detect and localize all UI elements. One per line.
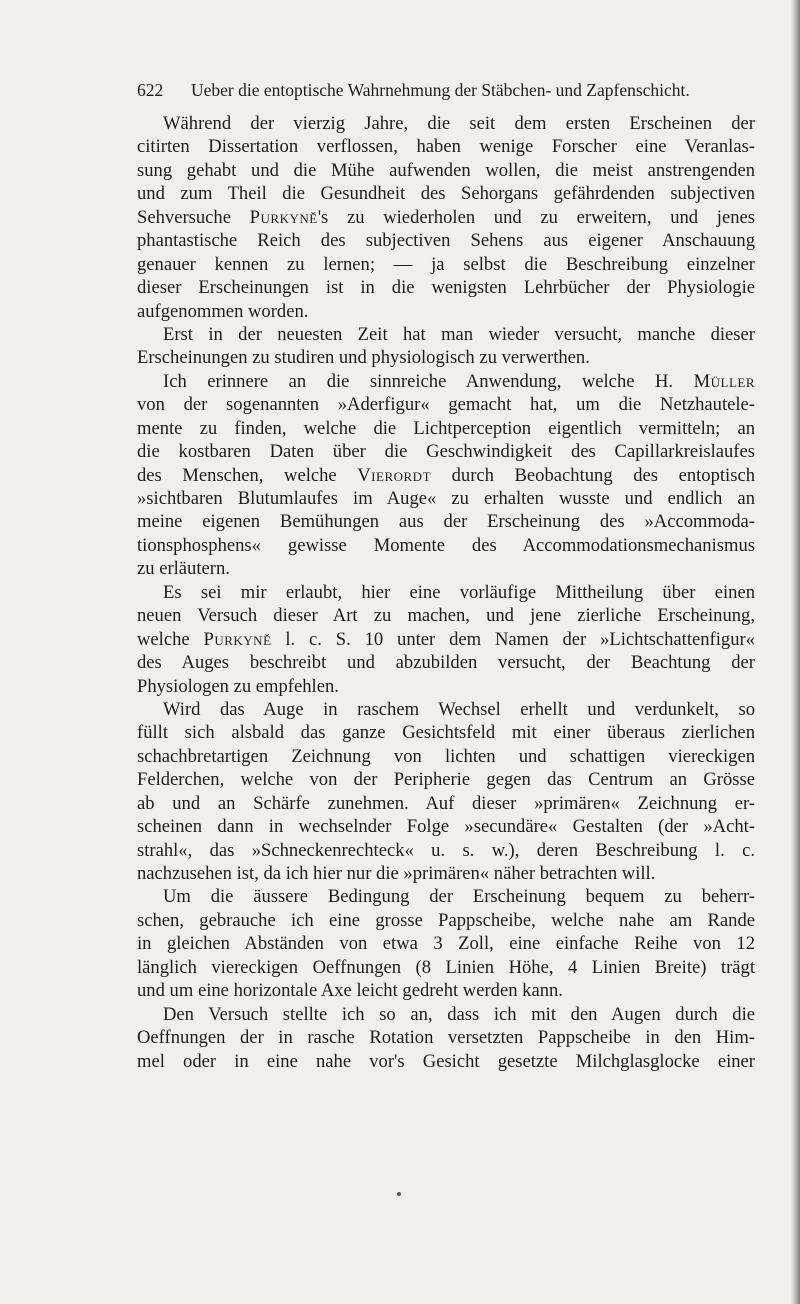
text-line: Erscheinungen zu studiren und physiologisch zu verwerthen.	[137, 347, 590, 369]
text-line: citirten Dissertation verflossen, haben wenige Forscher eine Veranlas-	[137, 136, 755, 158]
text-line: zu erläutern.	[137, 558, 230, 580]
text-line: Während der vierzig Jahre, die seit dem ersten Erscheinen der	[163, 113, 755, 134]
text-line: tionsphosphens« gewisse Momente des Accommodationsmechanismus	[137, 534, 755, 556]
paper-speck	[397, 1192, 401, 1196]
text-line: von der sogenannten »Aderfigur« gemacht hat, um die Netzhautele-	[137, 394, 755, 416]
text-line: schachbretartigen Zeichnung von lichten und schattigen viereckigen	[137, 745, 755, 767]
text-line: Oeffnungen der in rasche Rotation versetzten Pappscheibe in den Him-	[137, 1027, 755, 1049]
text-line: dieser Erscheinungen ist in die wenigsten Lehrbücher der Physiologie	[137, 277, 755, 299]
text-line: meine eigenen Bemühungen aus der Erscheinung des »Accommoda-	[137, 511, 755, 533]
text-line: Ich erinnere an die sinnreiche Anwendung, welche H. Müller	[163, 370, 755, 392]
text-line: Den Versuch stellte ich so an, dass ich mit den Augen durch die	[163, 1003, 755, 1025]
text-line: nachzusehen ist, da ich hier nur die »primären« näher betrachten will.	[137, 863, 656, 884]
text-line: neuen Versuch dieser Art zu machen, und jene zierliche Erscheinung,	[137, 605, 755, 627]
text-line: und zum Theil die Gesundheit des Sehorgans gefährdenden subjectiven	[137, 183, 755, 205]
text-line: Sehversuche Purkyně's zu wiederholen und zu erweitern, und jenes	[137, 206, 755, 228]
text-line: die kostbaren Daten über die Geschwindigkeit des Capillarkreislaufes	[137, 441, 755, 463]
text-line: des Auges beschreibt und abzubilden versucht, der Beachtung der	[137, 652, 755, 674]
text-line: schen, gebrauche ich eine grosse Pappscheibe, welche nahe am Rande	[137, 909, 755, 931]
text-line: Physiologen zu empfehlen.	[137, 675, 339, 697]
text-line: mel oder in eine nahe vor's Gesicht gesetzte Milchglasglocke einer	[137, 1050, 755, 1072]
text-line: Wird das Auge in raschem Wechsel erhellt und verdunkelt, so	[163, 698, 755, 720]
text-line: Felderchen, welche von der Peripherie gegen das Centrum an Grösse	[137, 769, 755, 791]
body-text	[137, 112, 755, 1073]
text-line: ab und an Schärfe zunehmen. Auf dieser »primären« Zeichnung er-	[137, 792, 755, 814]
text-line: aufgenommen worden.	[137, 300, 309, 322]
text-line: Um die äussere Bedingung der Erscheinung bequem zu beherr-	[163, 886, 755, 908]
text-line: des Menschen, welche Vierordt durch Beobachtung des entoptisch	[137, 464, 755, 486]
text-line: und um eine horizontale Axe leicht gedreht werden kann.	[137, 980, 563, 1002]
running-header	[137, 79, 757, 101]
text-line: mente zu finden, welche die Lichtperception eigentlich vermitteln; an	[137, 417, 755, 439]
text-line: strahl«, das »Schneckenrechteck« u. s. w.), deren Beschreibung l. c.	[137, 839, 755, 861]
text-line: »sichtbaren Blutumlaufes im Auge« zu erhalten wusste und endlich an	[137, 488, 755, 509]
text-line: Erst in der neuesten Zeit hat man wieder versucht, manche dieser	[163, 323, 755, 345]
text-line: sung gehabt und die Mühe aufwenden wollen, die meist anstrengenden	[137, 159, 755, 181]
text-line: scheinen dann in wechselnder Folge »secundäre« Gestalten (der »Acht-	[137, 816, 755, 838]
text-line: Es sei mir erlaubt, hier eine vorläufige Mittheilung über einen	[163, 581, 755, 603]
page-edge-shadow	[791, 0, 800, 1304]
text-line: welche Purkyně l. c. S. 10 unter dem Namen der »Lichtschattenfigur«	[137, 628, 755, 650]
text-line: genauer kennen zu lernen; — ja selbst die Beschreibung einzelner	[137, 253, 755, 275]
page-number: 622	[137, 80, 164, 100]
text-line: phantastische Reich des subjectiven Sehens aus eigener Anschauung	[137, 230, 755, 252]
text-line: in gleichen Abständen von etwa 3 Zoll, eine einfache Reihe von 12	[137, 933, 755, 955]
text-line: füllt sich alsbald das ganze Gesichtsfeld mit einer überaus zierlichen	[137, 722, 755, 744]
running-title: Ueber die entoptische Wahrnehmung der Stäbchen- und Zapfenschicht.	[191, 80, 690, 100]
text-line: länglich viereckigen Oeffnungen (8 Linien Höhe, 4 Linien Breite) trägt	[137, 956, 755, 978]
